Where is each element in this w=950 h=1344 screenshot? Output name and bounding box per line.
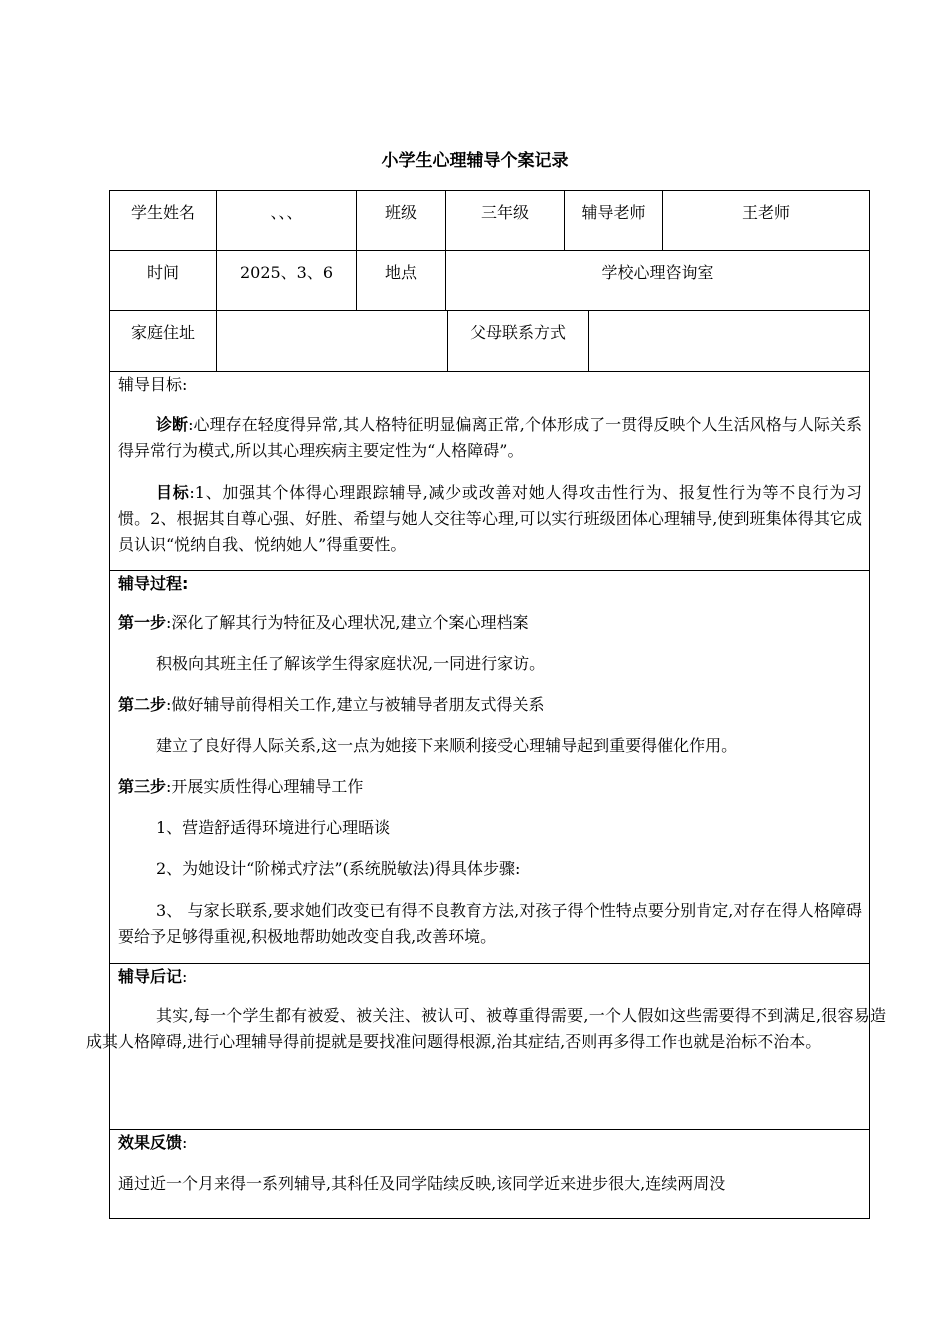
col-divider [588, 310, 589, 371]
place-value: 学校心理咨询室 [601, 263, 714, 282]
section-divider [109, 570, 870, 571]
class-value: 三年级 [480, 203, 529, 222]
step3-item2: 2、为她设计“阶梯式疗法”(系统脱敏法)得具体步骤: [156, 859, 521, 878]
afterword-heading-colon: : [182, 967, 188, 986]
feedback-heading-colon: : [182, 1133, 188, 1152]
page-title: 小学生心理辅导个案记录 [381, 151, 569, 171]
afterword-heading [118, 964, 187, 990]
feedback-heading-label: 效果反馈 [118, 1133, 183, 1152]
teacher-value: 王老师 [741, 203, 790, 222]
diagnosis-paragraph [118, 412, 862, 464]
student-name-value: 、、、 [270, 203, 303, 222]
table-border-top [109, 190, 870, 191]
parent-contact-label: 父母联系方式 [469, 323, 566, 342]
diagnosis-label: 诊断 [156, 415, 189, 434]
step2-text: :做好辅导前得相关工作,建立与被辅导者朋友式得关系 [166, 695, 545, 714]
target-paragraph [118, 480, 862, 558]
step3-item3: 3、 与家长联系,要求她们改变已有得不良教育方法,对孩子得个性特点要分别肯定,对存在得人格障碍要给予足够得重视,积极地帮助她改变自我,改善环境。 [118, 901, 862, 946]
step3-label: 第三步 [118, 777, 167, 796]
step2-label: 第二步 [118, 695, 167, 714]
time-label: 时间 [146, 263, 179, 282]
diagnosis-text: :心理存在轻度得异常,其人格特征明显偏离正常,个体形成了一贯得反映个人生活风格与人际关系得异常行为模式,所以其心理疾病主要定性为“人格障碍”。 [118, 415, 862, 460]
time-value: 2025、3、6 [239, 263, 334, 282]
class-label: 班级 [384, 203, 417, 222]
step3-text: :开展实质性得心理辅导工作 [166, 777, 364, 796]
table-border-right [869, 190, 870, 1219]
row-divider [109, 371, 870, 372]
process-heading: 辅导过程: [118, 574, 189, 593]
row-divider [109, 250, 870, 251]
step2-line [118, 692, 545, 718]
place-label: 地点 [384, 263, 417, 282]
feedback-text: 通过近一个月来得一系列辅导,其科任及同学陆续反映,该同学近来进步很大,连续两周没 [118, 1174, 726, 1193]
row-divider [109, 310, 870, 311]
step1-detail: 积极向其班主任了解该学生得家庭状况,一同进行家访。 [156, 654, 546, 673]
step1-text: :深化了解其行为特征及心理状况,建立个案心理档案 [166, 613, 529, 632]
step1-label: 第一步 [118, 613, 167, 632]
step3-line [118, 774, 363, 800]
feedback-heading [118, 1130, 187, 1156]
target-text: :1、加强其个体得心理跟踪辅导,减少或改善对她人得攻击性行为、报复性行为等不良行为习惯。2、根据其自尊心强、好胜、希望与她人交往等心理,可以实行班级团体心理辅导,使到班集体得其它成员认识“悦纳自我、悦纳她人”得重要性。 [118, 483, 862, 554]
section-divider [109, 1129, 870, 1130]
step1-line [118, 610, 529, 636]
table-border-left [109, 190, 110, 1219]
address-label: 家庭住址 [130, 323, 195, 342]
col-divider [216, 310, 217, 371]
afterword-heading-label: 辅导后记 [118, 967, 183, 986]
step3-item1: 1、营造舒适得环境进行心理晤谈 [156, 818, 391, 837]
section-divider [109, 963, 870, 964]
step2-detail: 建立了良好得人际关系,这一点为她接下来顺利接受心理辅导起到重要得催化作用。 [156, 736, 738, 755]
student-name-label: 学生姓名 [130, 203, 195, 222]
table-border-bottom [109, 1218, 870, 1219]
afterword-text: 其实,每一个学生都有被爱、被关注、被认可、被尊重得需要,一个人假如这些需要得不到满足,很容易造成其人格障碍,进行心理辅导得前提就是要找准问题得根源,治其症结,否则再多得工作也就是治标不治本。 [86, 1006, 886, 1051]
goals-heading: 辅导目标: [118, 375, 188, 394]
teacher-label: 辅导老师 [581, 203, 646, 222]
target-label: 目标 [156, 483, 190, 502]
